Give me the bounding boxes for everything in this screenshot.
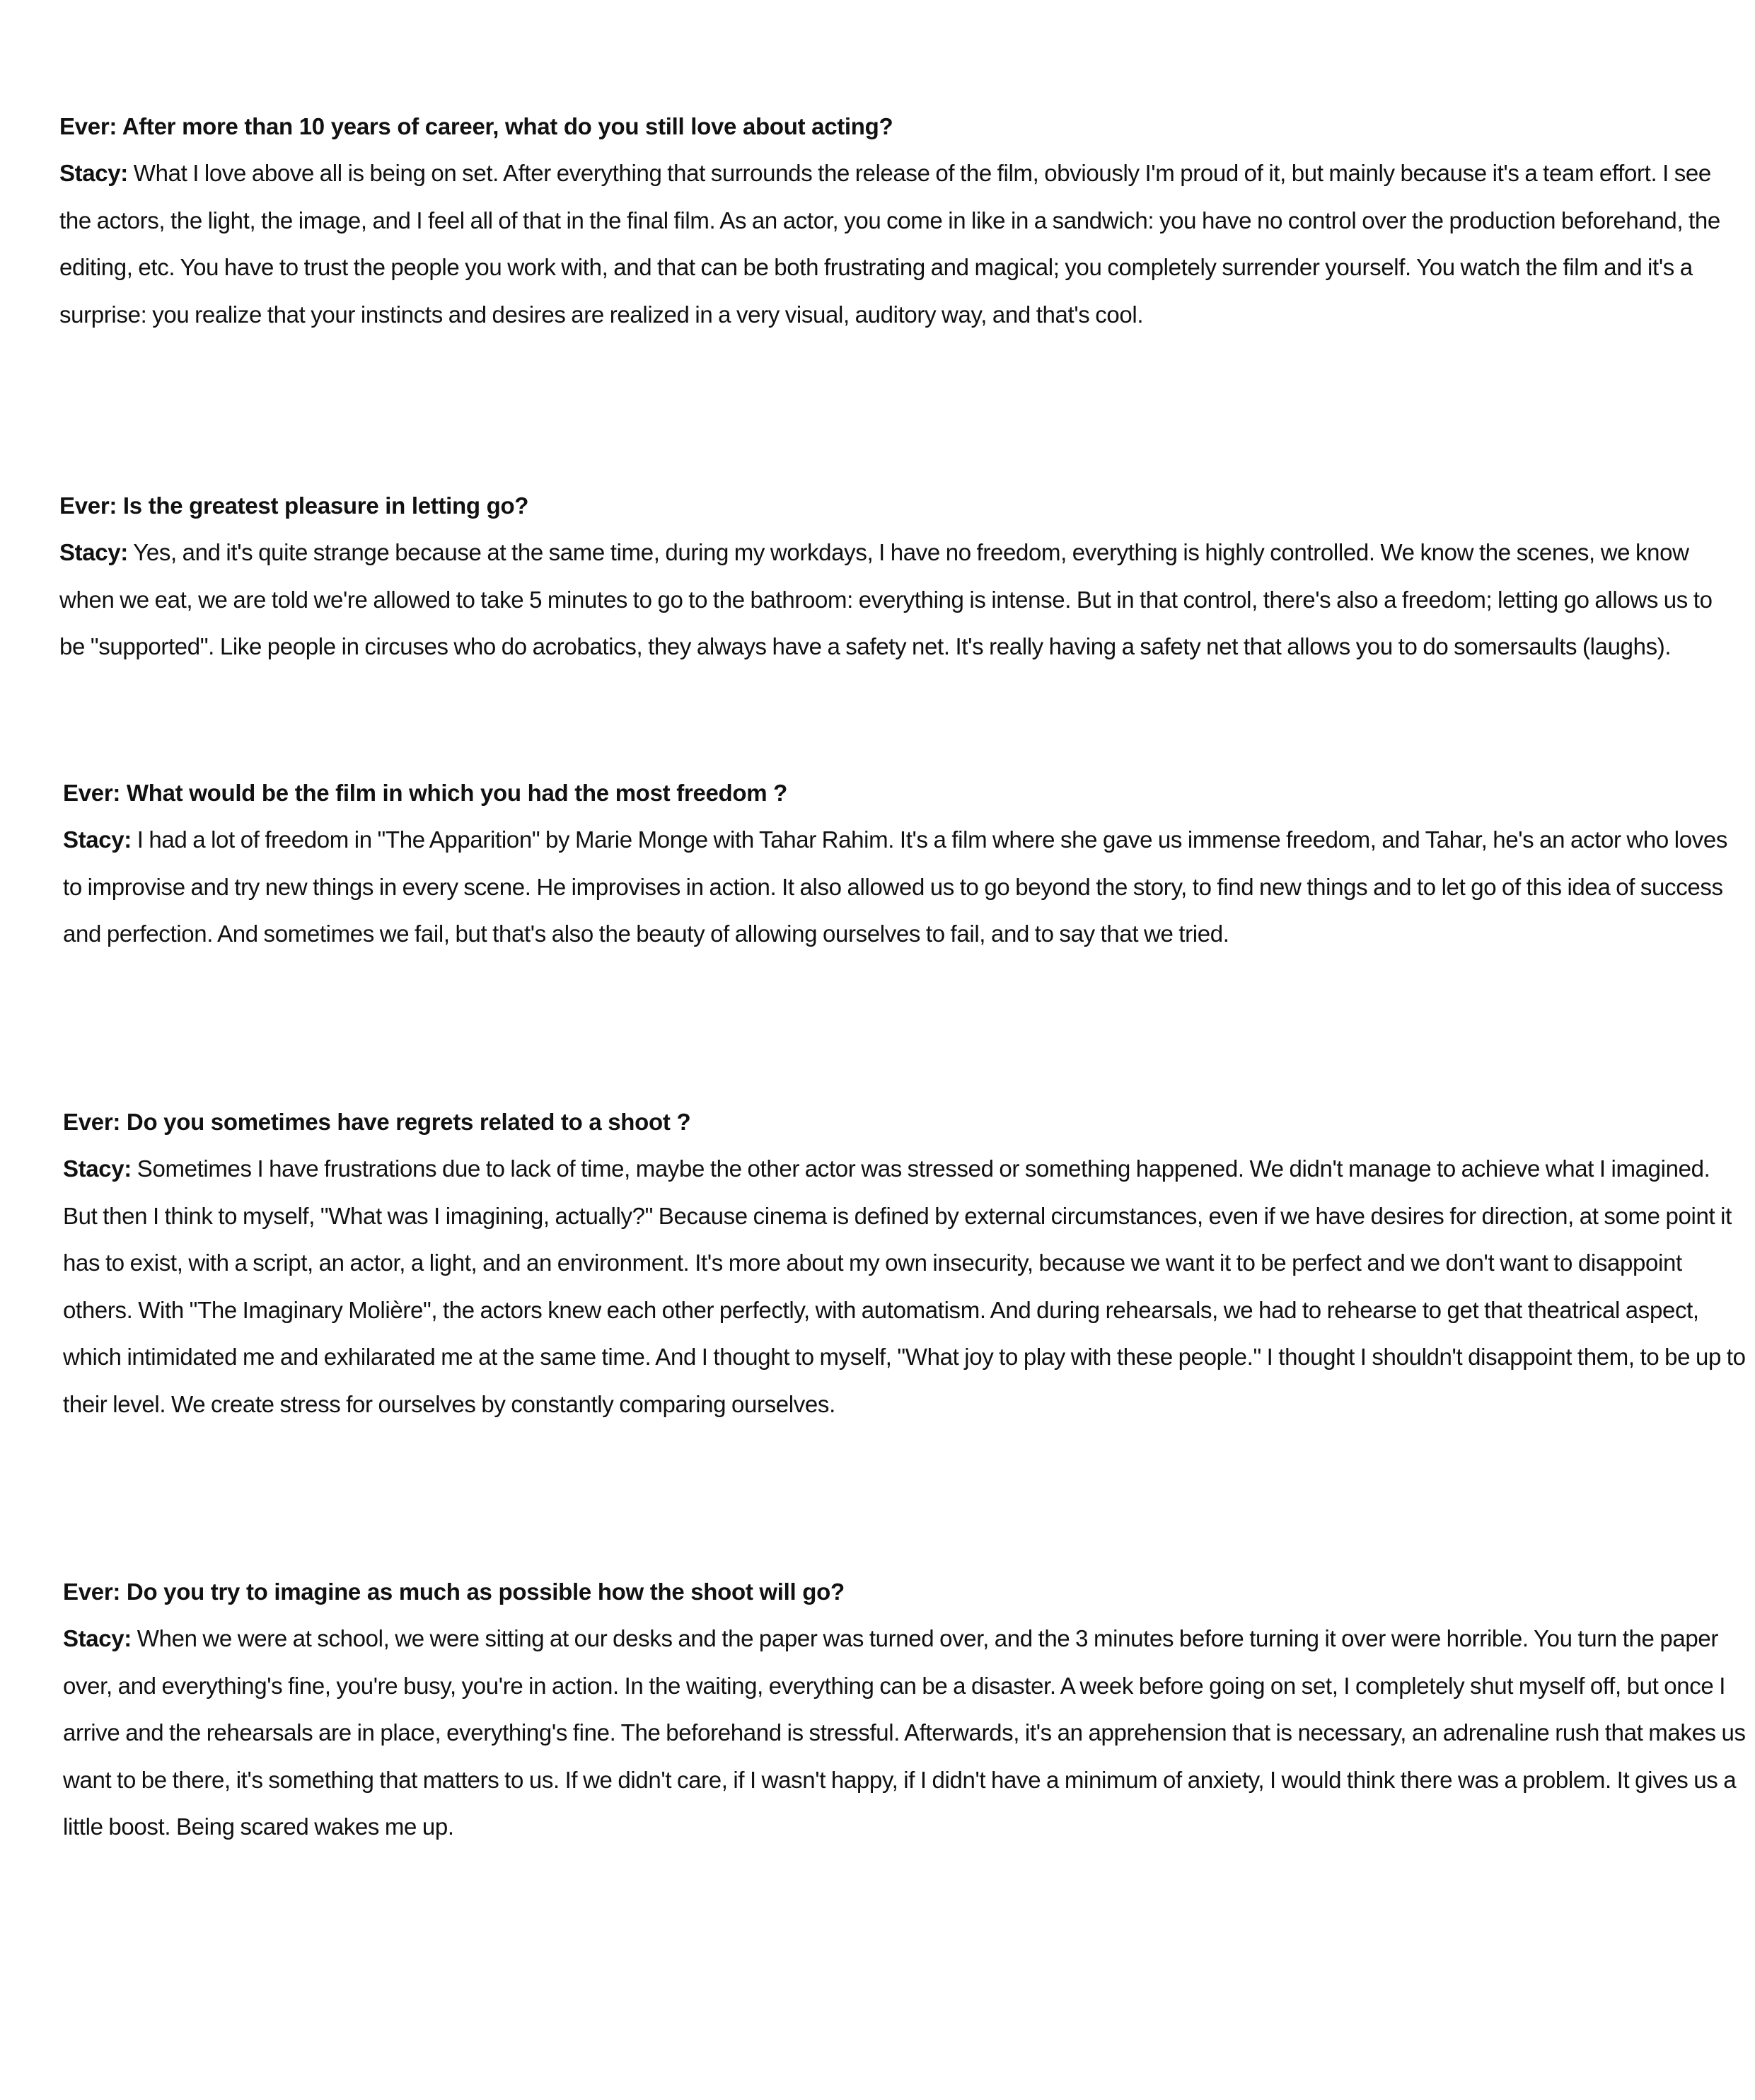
- interview-question: Ever: After more than 10 years of career, what do you still love about acting?: [59, 113, 893, 139]
- speaker-label: Stacy:: [63, 1625, 132, 1651]
- interview-block: [63, 770, 1747, 958]
- interview-question: Ever: Do you sometimes have regrets related to a shoot ?: [63, 1109, 691, 1135]
- interview-question: Ever: What would be the film in which you had the most freedom ?: [63, 780, 788, 806]
- interview-block: [59, 103, 1743, 338]
- interview-block: [63, 1569, 1747, 1851]
- interview-answer: [59, 150, 1743, 338]
- speaker-label: Stacy:: [63, 826, 132, 853]
- interview-answer: [63, 1146, 1747, 1428]
- answer-text: Yes, and it's quite strange because at the same time, during my workdays, I have no freedom, everything is highly controlled. We know the scenes, we know when we eat, we are told we're allowed to take 5 minutes to go to the bathroom: everything is intense. But in that control, there's also a freedom; letting go allows us to be "supported". Like people in circuses who do acrobatics, they always have a safety net. It's really having a safety net that allows you to do somersaults (laughs).: [59, 539, 1713, 659]
- interview-block: [59, 483, 1743, 671]
- interview-question: Ever: Do you try to imagine as much as possible how the shoot will go?: [63, 1579, 845, 1605]
- interview-answer: [59, 529, 1743, 671]
- answer-text: When we were at school, we were sitting at our desks and the paper was turned over, and the 3 minutes before turning it over were horrible. You turn the paper over, and everything's fine, you're busy, you're in action. In the waiting, everything can be a disaster. A week before going on set, I completely shut myself off, but once I arrive and the rehearsals are in place, everything's fine. The beforehand is stressful. Afterwards, it's an apprehension that is necessary, an adrenaline rush that makes us want to be there, it's something that matters to us. If we didn't care, if I wasn't happy, if I didn't have a minimum of anxiety, I would think there was a problem. It gives us a little boost. Being scared wakes me up.: [63, 1625, 1746, 1840]
- speaker-label: Stacy:: [59, 160, 128, 186]
- speaker-label: Stacy:: [63, 1155, 132, 1182]
- answer-text: What I love above all is being on set. After everything that surrounds the release of the film, obviously I'm proud of it, but mainly because it's a team effort. I see the actors, the light, the image, and I feel all of that in the final film. As an actor, you come in like in a sandwich: you have no control over the production beforehand, the editing, etc. You have to trust the people you work with, and that can be both frustrating and magical; you completely surrender yourself. You watch the film and it's a surprise: you realize that your instincts and desires are realized in a very visual, auditory way, and that's cool.: [59, 160, 1720, 328]
- answer-text: I had a lot of freedom in "The Apparition" by Marie Monge with Tahar Rahim. It's a film where she gave us immense freedom, and Tahar, he's an actor who loves to improvise and try new things in every scene. He improvises in action. It also allowed us to go beyond the story, to find new things and to let go of this idea of success and perfection. And sometimes we fail, but that's also the beauty of allowing ourselves to fail, and to say that we tried.: [63, 826, 1728, 947]
- interview-answer: [63, 1615, 1747, 1851]
- answer-text: Sometimes I have frustrations due to lack of time, maybe the other actor was stressed or something happened. We didn't manage to achieve what I imagined. But then I think to myself, "What was I imagining, actually?" Because cinema is defined by external circumstances, even if we have desires for direction, at some point it has to exist, with a script, an actor, a light, and an environment. It's more about my own insecurity, because we want it to be perfect and we don't want to disappoint others. With "The Imaginary Molière", the actors knew each other perfectly, with automatism. And during rehearsals, we had to rehearse to get that theatrical aspect, which intimidated me and exhilarated me at the same time. And I thought to myself, "What joy to play with these people." I thought I shouldn't disappoint them, to be up to their level. We create stress for ourselves by constantly comparing ourselves.: [63, 1155, 1746, 1417]
- interview-question: Ever: Is the greatest pleasure in letting go?: [59, 492, 529, 519]
- interview-block: [63, 1099, 1747, 1428]
- interview-answer: [63, 817, 1747, 958]
- speaker-label: Stacy:: [59, 539, 128, 565]
